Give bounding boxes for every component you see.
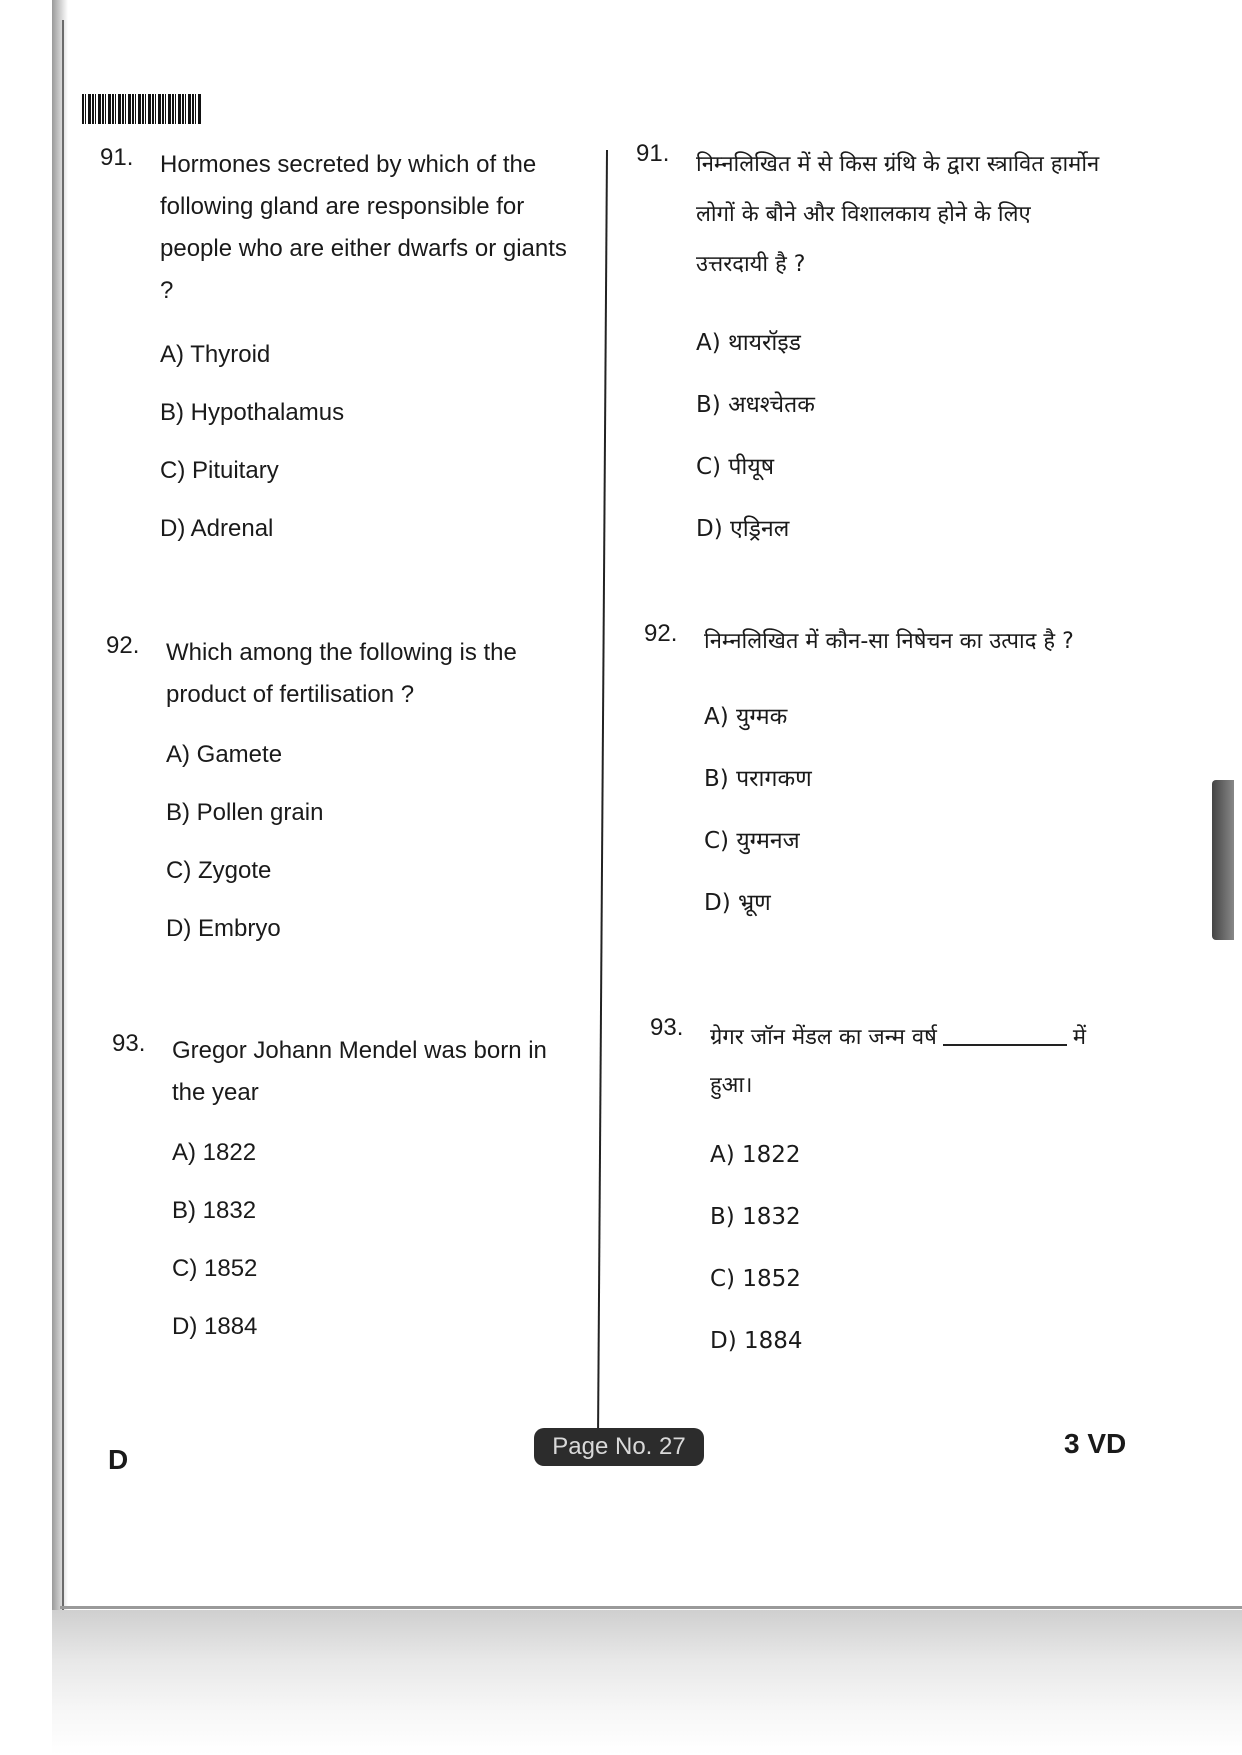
option-a: A) Gamete — [166, 741, 283, 768]
page-left-edge-shadow — [52, 0, 68, 1620]
option-b: B) अधश्चेतक — [696, 392, 815, 418]
fill-in-blank — [943, 1044, 1067, 1046]
question-number: 91. — [100, 144, 134, 171]
question-92-hi — [644, 620, 1114, 934]
option-b: B) 1832 — [172, 1197, 257, 1224]
question-91-en — [100, 144, 570, 558]
column-divider — [597, 150, 608, 1442]
option-c: C) Pituitary — [160, 457, 279, 484]
question-text-before-blank: ग्रेगर जॉन मेंडल का जन्म वर्ष — [710, 1025, 937, 1050]
page-bottom-shadow — [52, 1610, 1242, 1755]
option-b: B) परागकण — [704, 766, 812, 792]
option-a: A) युग्मक — [704, 704, 788, 730]
page-left-edge-line — [62, 20, 64, 1610]
question-text: Hormones secreted by which of the following gland are responsible for people who are either dwarfs or giants ? — [160, 151, 567, 304]
question-93-hi — [650, 1014, 1120, 1372]
question-text: Which among the following is the product of fertilisation ? — [166, 639, 517, 708]
option-a: A) थायरॉइड — [696, 330, 801, 356]
option-a: A) 1822 — [710, 1142, 801, 1168]
question-93-en — [112, 1030, 582, 1356]
option-a: A) Thyroid — [160, 341, 271, 368]
question-text: Gregor Johann Mendel was born in the year — [172, 1037, 547, 1106]
barcode — [82, 94, 202, 124]
booklet-series: D — [108, 1444, 129, 1475]
option-d: D) 1884 — [710, 1328, 803, 1354]
question-number: 92. — [106, 632, 140, 659]
question-text: निम्नलिखित में से किस ग्रंथि के द्वारा स्त्रावित हार्मोन लोगों के बौने और विशालकाय होने के लिए उत्तरदायी है ? — [696, 152, 1100, 277]
option-d: D) Embryo — [166, 915, 281, 942]
question-number: 93. — [112, 1030, 146, 1057]
question-number: 91. — [636, 140, 670, 167]
option-c: C) पीयूष — [696, 454, 774, 480]
option-b: B) Pollen grain — [166, 799, 324, 826]
option-d: D) 1884 — [172, 1313, 258, 1340]
scan-smudge — [1212, 780, 1234, 940]
question-text-after-blank: में हुआ। — [710, 1025, 1087, 1098]
option-d: D) Adrenal — [160, 515, 274, 542]
option-a: A) 1822 — [172, 1139, 257, 1166]
question-number: 92. — [644, 620, 678, 647]
page-bottom-edge — [60, 1606, 1242, 1609]
option-d: D) एड्रिनल — [696, 516, 790, 542]
option-b: B) Hypothalamus — [160, 399, 345, 426]
question-92-en — [106, 632, 576, 958]
option-c: C) 1852 — [172, 1255, 258, 1282]
option-c: C) Zygote — [166, 857, 272, 884]
question-91-hi — [636, 140, 1106, 560]
option-c: C) युग्मनज — [704, 828, 800, 854]
option-c: C) 1852 — [710, 1266, 801, 1292]
page-number-badge: Page No. 27 — [534, 1428, 704, 1466]
option-d: D) भ्रूण — [704, 890, 771, 916]
question-number: 93. — [650, 1014, 684, 1041]
question-text — [710, 1014, 1120, 1110]
question-text: निम्नलिखित में कौन-सा निषेचन का उत्पाद है ? — [704, 629, 1074, 654]
paper-code: 3 VD — [1064, 1428, 1127, 1459]
option-b: B) 1832 — [710, 1204, 801, 1230]
